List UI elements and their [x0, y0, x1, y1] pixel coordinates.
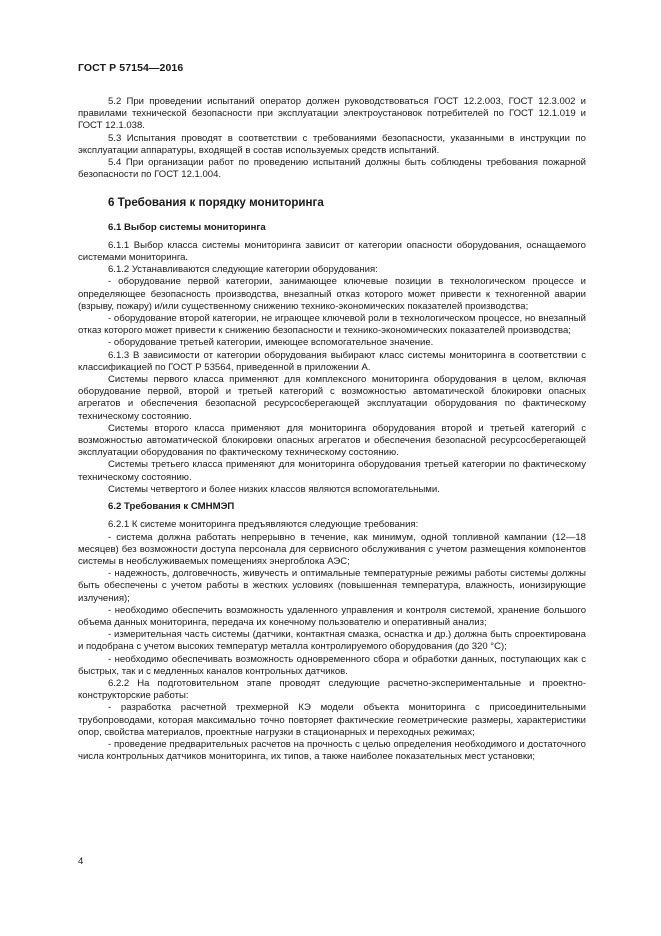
- list-item-work-1: - разработка расчетной трехмерной КЭ модели объекта мониторинга с присоединительными трубопроводами, которая максимально точно повторяет фактические геометрические размеры, характеристики опор, свойства материалов, проектные нагрузки в стационарных и переходных режимах;: [78, 702, 586, 738]
- page-number: 4: [78, 856, 84, 867]
- paragraph-class-1: Системы первого класса применяют для комплексного мониторинга оборудования в целом, включая оборудование первой, второй и третьей категорий с возможностью автоматической блокировки опасных агрегатов и обеспечения безопасной ресурсосберегающей эксплуатации оборудования по фактическому техническому состоянию.: [78, 374, 586, 422]
- paragraph-5-2: 5.2 При проведении испытаний оператор должен руководствоваться ГОСТ 12.2.003, ГОСТ 12.3.002 и правилами технической безопасности при эксплуатации электроустановок потребителей по ГОСТ 12.1.019 и ГОСТ 12.1.038.: [78, 96, 586, 132]
- list-item-category-2: - оборудование второй категории, не играющее ключевой роли в технологическом процессе, но внезапный отказ которого может привести к снижению безопасности и технико-экономических показателей производства;: [78, 313, 586, 337]
- list-item-requirement-5: - необходимо обеспечивать возможность одновременного сбора и обработки данных, поступающих как с быстрых, так и с медленных каналов контрольных датчиков.: [78, 653, 586, 677]
- paragraph-6-2-1: 6.2.1 К системе мониторинга предъявляются следующие требования:: [108, 519, 419, 531]
- subsection-6-2-heading: 6.2 Требования к СМНМЭП: [108, 501, 235, 513]
- paragraph-5-4: 5.4 При организации работ по проведению испытаний должны быть соблюдены требования пожарной безопасности по ГОСТ 12.1.004.: [78, 157, 586, 181]
- list-item-requirement-2: - надежность, долговечность, живучесть и оптимальные температурные режимы работы системы должны быть обеспечены с учетом работы в жестких условиях (повышенная температура, влажность, ионизирующие излучения);: [78, 568, 586, 604]
- paragraph-6-2-2: 6.2.2 На подготовительном этапе проводят следующие расчетно-экспериментальные и проектно-конструкторские работы:: [78, 677, 586, 702]
- list-item-requirement-1: - система должна работать непрерывно в течение, как минимум, одной топливной кампании (12—18 месяцев) без возможности доступа персонала для сервисного обслуживания с учетом размещения компонентов системы в необслуживаемых помещениях энергоблока АЭС;: [78, 531, 586, 567]
- paragraph-6-1-3: 6.1.3 В зависимости от категории оборудования выбирают класс системы мониторинга в соответствии с классификацией по ГОСТ Р 53564, приведенной в приложении А.: [78, 349, 586, 373]
- paragraph-6-1-1: 6.1.1 Выбор класса системы мониторинга зависит от категории опасности оборудования, оснащаемого системами мониторинга.: [78, 239, 586, 264]
- list-item-category-3: - оборудование третьей категории, имеющее вспомогательное значение.: [108, 337, 434, 349]
- list-item-requirement-4: - измерительная часть системы (датчики, контактная смазка, оснастка и др.) должна быть спроектирована и подобрана с учетом высоких температур металла контролируемого оборудования (до 320 °С);: [78, 629, 586, 653]
- paragraph-6-1-2: 6.1.2 Устанавливаются следующие категории оборудования:: [108, 264, 378, 276]
- list-item-work-2: - проведение предварительных расчетов на прочность с целью определения необходимого и достаточного числа контрольных датчиков мониторинга, их типов, а также наиболее показательных мест установки;: [78, 738, 586, 763]
- list-item-requirement-3: - необходимо обеспечить возможность удаленного управления и контроля системой, хранение большого объема данных мониторинга, передача их конечному пользователю и оперативный анализ;: [78, 604, 586, 628]
- paragraph-5-3: 5.3 Испытания проводят в соответствии с требованиями безопасности, указанными в инструкции по эксплуатации аппаратуры, входящей в состав используемых средств испытаний.: [78, 132, 586, 156]
- subsection-6-1-heading: 6.1 Выбор системы мониторинга: [108, 221, 266, 233]
- document-header: ГОСТ Р 57154—2016: [78, 62, 184, 74]
- section-6-heading: 6 Требования к порядку мониторинга: [108, 196, 324, 210]
- paragraph-class-2: Системы второго класса применяют для мониторинга оборудования второй и третьей категорий с возможностью автоматической блокировки опасных агрегатов и обеспечения безопасной ресурсосберегающей эксплуатации оборудования по фактическому техническому состоянию.: [78, 422, 586, 459]
- paragraph-class-3: Системы третьего класса применяют для мониторинга оборудования третьей категории по фактическому техническому состоянию.: [78, 459, 586, 483]
- paragraph-class-4: Системы четвертого и более низких классов являются вспомогательными.: [108, 483, 440, 495]
- list-item-category-1: - оборудование первой категории, занимающее ключевые позиции в технологическом процессе и определяющее безопасность производства, внезапный отказ которого может привести к техногенной аварии (взрыву, пожару) и/или существенному снижению технико-экономических показателей производства;: [78, 276, 586, 312]
- document-body: [78, 96, 586, 763]
